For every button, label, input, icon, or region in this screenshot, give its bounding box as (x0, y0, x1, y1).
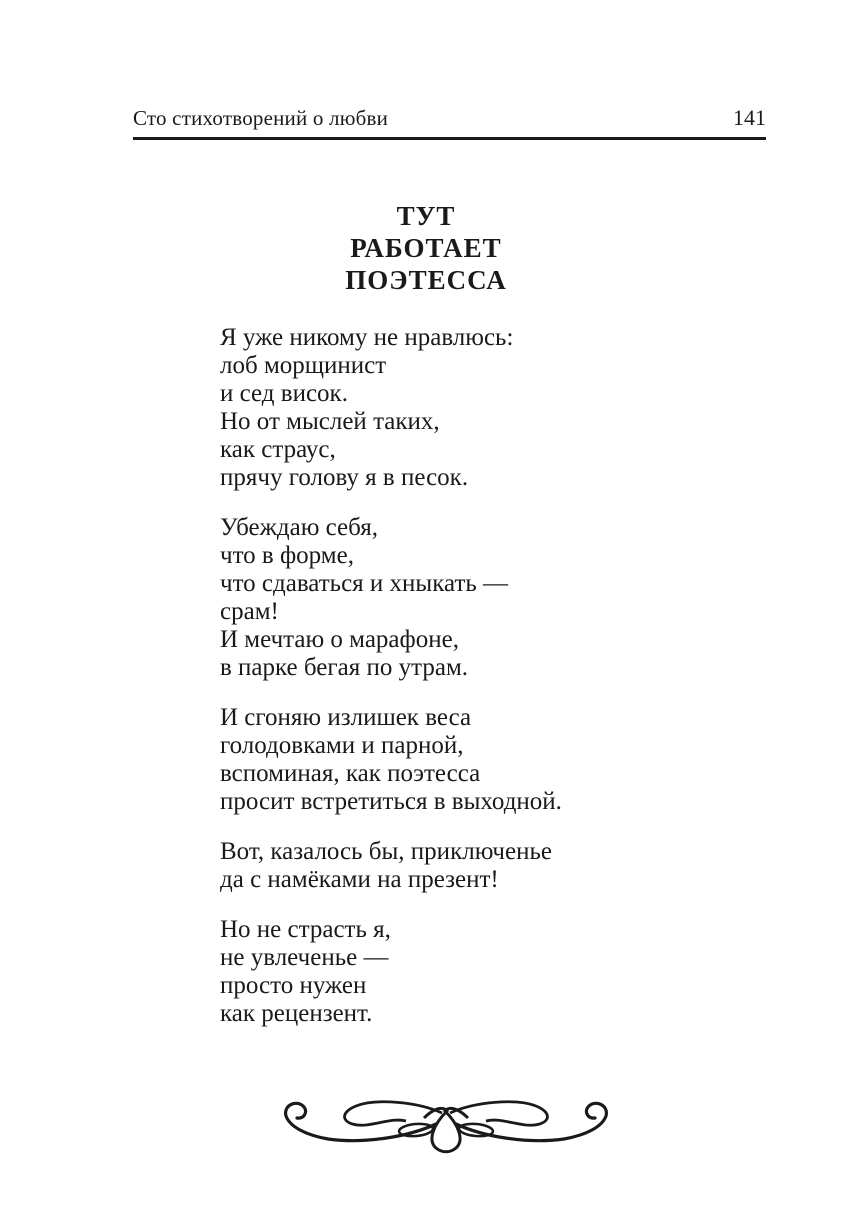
poem-stanza (220, 838, 562, 894)
poem-line: лоб морщинист (220, 352, 387, 379)
poem-title (0, 200, 852, 296)
poem-line: просто нужен (220, 972, 367, 999)
poem-line: как рецензент. (220, 1000, 373, 1027)
poem-stanza (220, 514, 562, 682)
poem-line: прячу голову я в песок. (220, 464, 469, 491)
poem-line: не увлеченье — (220, 944, 389, 971)
poem-stanza (220, 324, 562, 492)
poem-stanza (220, 704, 562, 816)
poem-line: да с намёками на презент! (220, 866, 499, 893)
poem-stanza (220, 916, 562, 1028)
poem-line: в парке бегая по утрам. (220, 654, 469, 681)
page-header (133, 106, 766, 140)
poem-line: вспоминая, как поэтесса (220, 760, 481, 787)
poem-body (220, 324, 562, 1050)
poem-line: И мечтаю о марафоне, (220, 626, 459, 653)
page-number: 141 (733, 105, 766, 130)
flourish-divider-icon (266, 1094, 626, 1156)
poem-line: И сгоняю излишек веса (220, 704, 472, 731)
poem-line: Но от мыслей таких, (220, 408, 440, 435)
poem-line: и сед висок. (220, 380, 348, 407)
poem-line: Я уже никому не нравлюсь: (220, 324, 514, 351)
running-title: Сто стихотворений о любви (133, 106, 389, 130)
poem-line: Вот, казалось бы, приключенье (220, 838, 552, 865)
poem-title-line: РАБОТАЕТ (350, 233, 502, 263)
poem-line: Но не страсть я, (220, 916, 391, 943)
poem-line: Убеждаю себя, (220, 514, 378, 541)
poem-line: просит встретиться в выходной. (220, 788, 562, 815)
poem-line: как страус, (220, 436, 336, 463)
poem-line: голодовками и парной, (220, 732, 464, 759)
poem-title-line: ТУТ (396, 201, 456, 231)
poem-line: срам! (220, 598, 279, 625)
poem-line: что сдаваться и хныкать — (220, 570, 509, 597)
poem-line: что в форме, (220, 542, 354, 569)
poem-title-line: ПОЭТЕССА (345, 265, 507, 295)
